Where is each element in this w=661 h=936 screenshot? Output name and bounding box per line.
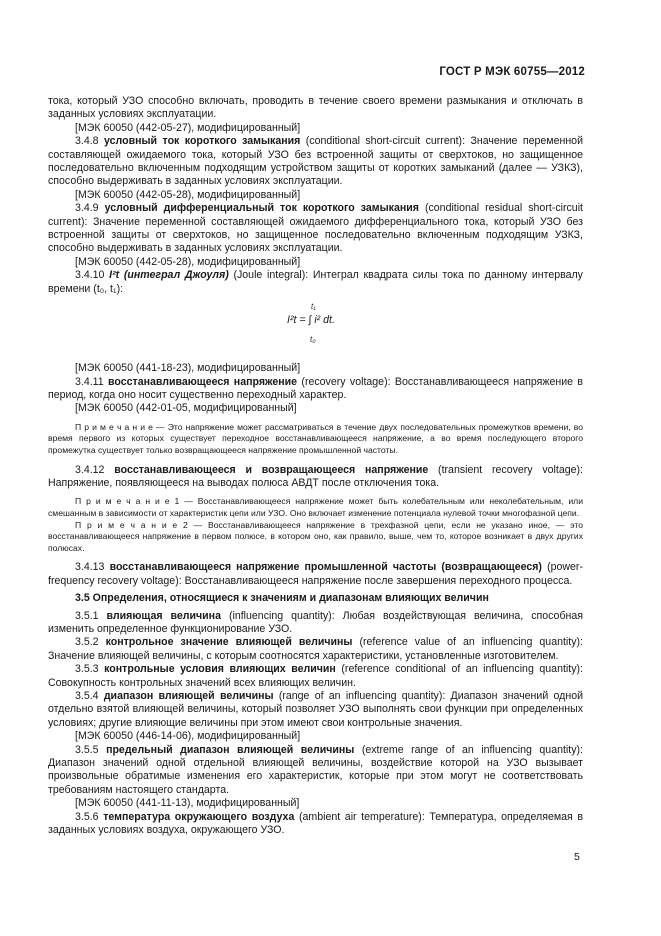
clause-number: 3.4.10 <box>75 269 110 282</box>
clause-number: 3.5.6 <box>75 810 104 823</box>
clause-number: 3.5.4 <box>75 689 104 702</box>
clause-3-5-1 <box>48 610 583 637</box>
clause-3-4-9 <box>48 202 583 256</box>
term: контрольные условия влияющих величин <box>104 663 336 676</box>
term: температура окружающего воздуха <box>103 810 295 823</box>
integral-upper-limit: t₁ <box>311 302 316 312</box>
clause-number: 3.5.1 <box>75 609 107 622</box>
note-label: П р и м е ч а н и е 2 <box>75 519 188 530</box>
clause-3-4-10 <box>48 269 583 296</box>
standard-header: ГОСТ Р МЭК 60755—2012 <box>439 66 585 78</box>
note-text: — Восстанавливающееся напряжение может быть колебательным или неколебательным, или смешанным в зависимости от характеристик цепи или УЗО. Оно включает изменение потенциала нулевой точки многофазной цепи. <box>48 496 583 518</box>
term: диапазон влияющей величины <box>103 689 274 702</box>
term: условный дифференциальный ток короткого замыкания <box>104 202 419 215</box>
note-text: — Восстанавливающееся напряжение в трехфазной цепи, если не указано иное, — это восстанавливающееся напряжение в первом полюсе, в котором оно, как правило, выше, чем то, которое возникает в двух других полюсах. <box>48 519 583 553</box>
section-heading-3-5: 3.5 Определения, относящиеся к значениям и диапазонам влияющих величин <box>75 592 489 605</box>
clause-3-4-8 <box>48 135 583 189</box>
definition: (conditional short-circuit current): Значение переменной составляющей ожидаемого тока, который УЗО без встроенной защиты от сверхтоков, но защищенное последовательно включенным подходящим устройством защиты от коротких замыканий (далее — УЗКЗ), способно выдерживать в заданных условиях эксплуатации. <box>48 135 583 188</box>
term: восстанавливающееся напряжение <box>108 375 298 388</box>
reference-441-18-23: [МЭК 60050 (441-18-23), модифицированный] <box>75 362 301 375</box>
continued-paragraph: тока, который УЗО способно включать, проводить в течение своего времени размыкания и отключать в заданных условиях эксплуатации. <box>48 95 583 121</box>
clause-3-5-3 <box>48 663 583 690</box>
definition: (Joule integral): Интеграл квадрата силы тока по данному интервалу времени (t₀, t₁): <box>48 269 583 295</box>
clause-3-5-6 <box>48 811 583 838</box>
joule-integral-formula <box>48 300 583 358</box>
reference-442-01-05: [МЭК 60050 (442-01-05, модифицированный] <box>75 402 297 415</box>
clause-number: 3.4.8 <box>75 135 105 148</box>
definition: (extreme range of an influencing quantity): Диапазон значений одной отдельной влияющей величины, воздействие которой на УЗО вызывает произвольные обратимые изменения его характеристик, которые при этом могут не соответствовать требованиям настоящего стандарта. <box>48 743 583 796</box>
clause-number: 3.5.3 <box>75 663 105 676</box>
clause-3-5-5 <box>48 744 583 798</box>
page-number: 5 <box>574 851 580 863</box>
reference-442-05-28: [МЭК 60050 (442-05-28), модифицированный] <box>75 188 301 201</box>
definition: (recovery voltage): Восстанавливающееся напряжение в период, когда оно носит существенно переходный характер. <box>48 375 583 401</box>
note-1 <box>48 496 583 519</box>
definition: (influencing quantity): Любая воздействующая величина, способная изменить определенное функционирование УЗО. <box>48 609 583 635</box>
note-2 <box>48 520 583 555</box>
definition: (ambient air temperature): Температура, определяемая в заданных условиях воздуха, окружающего УЗО. <box>48 810 583 836</box>
clause-3-4-13 <box>48 561 583 588</box>
definition: (power-frequency recovery voltage): Восстанавливающееся напряжение после завершения переходного процесса. <box>48 561 583 587</box>
clause-3-4-12 <box>48 464 583 491</box>
clause-number: 3.4.13 <box>75 561 110 574</box>
clause-number: 3.4.11 <box>75 375 109 388</box>
term: I²t (интеграл Джоуля) <box>109 269 229 282</box>
term: восстанавливающееся и возвращающееся напряжение <box>114 463 429 476</box>
definition: (range of an influencing quantity): Диапазон значений одной отдельно взятой влияющей величины, который позволяет УЗО выполнять свои функции при определенных условиях; другие влияющие величины при этом имеют свои контрольные значения. <box>48 689 584 729</box>
clause-number: 3.5.2 <box>75 636 106 649</box>
definition: (conditional residual short-circuit current): Значение переменной составляющей ожидаемого дифференциального тока, который УЗО без встроенной защиты от сверхтоков, но защищенное последовательно включенным подходящим УЗКЗ, способно выдерживать в заданных условиях эксплуатации. <box>48 202 583 255</box>
clause-number: 3.4.12 <box>75 463 115 476</box>
definition: (transient recovery voltage): Напряжение, появляющееся на выводах полюса АВДТ после отключения тока. <box>48 463 584 489</box>
clause-number: 3.5.5 <box>75 743 107 756</box>
reference-441-11-13: [МЭК 60050 (441-11-13), модифицированный] <box>75 797 300 810</box>
reference-446-14-06: [МЭК 60050 (446-14-06), модифицированный] <box>75 730 301 743</box>
term: восстанавливающееся напряжение промышленной частоты (возвращающееся) <box>109 561 542 574</box>
definition: (reference conditional of an influencing quantity): Совокупность контрольных значений всех влияющих величин. <box>48 663 583 689</box>
clause-3-5-4 <box>48 690 583 730</box>
clause-3-4-11 <box>48 376 583 403</box>
definition: (reference value of an influencing quantity): Значение влияющей величины, с которым соотносятся характеристики, установленные изготовителем. <box>48 636 583 662</box>
note-label: П р и м е ч а н и е <box>75 421 153 432</box>
term: контрольное значение влияющей величины <box>105 636 353 649</box>
formula-expression: I²t = ∫ i² dt. <box>287 314 335 327</box>
reference-442-05-28-b: [МЭК 60050 (442-05-28), модифицированный] <box>75 255 301 268</box>
document-body <box>48 95 583 837</box>
note-text: — Это напряжение может рассматриваться в течение двух последовательных промежутков времени, во время первого из которых существует переходное восстанавливающееся напряжение, а во время последующего второго промежутка существует только возвращающееся напряжение промышленной частоты. <box>48 421 584 455</box>
clause-3-5-2 <box>48 636 583 663</box>
term: предельный диапазон влияющей величины <box>106 743 355 756</box>
note-recovery-voltage <box>48 422 583 457</box>
integral-lower-limit: t₀ <box>310 335 316 345</box>
note-label: П р и м е ч а н и е 1 <box>75 496 180 507</box>
term: влияющая величина <box>106 609 221 622</box>
clause-number: 3.4.9 <box>75 202 105 215</box>
reference-442-05-27: [МЭК 60050 (442-05-27), модифицированный] <box>75 121 301 134</box>
term: условный ток короткого замыкания <box>104 135 301 148</box>
